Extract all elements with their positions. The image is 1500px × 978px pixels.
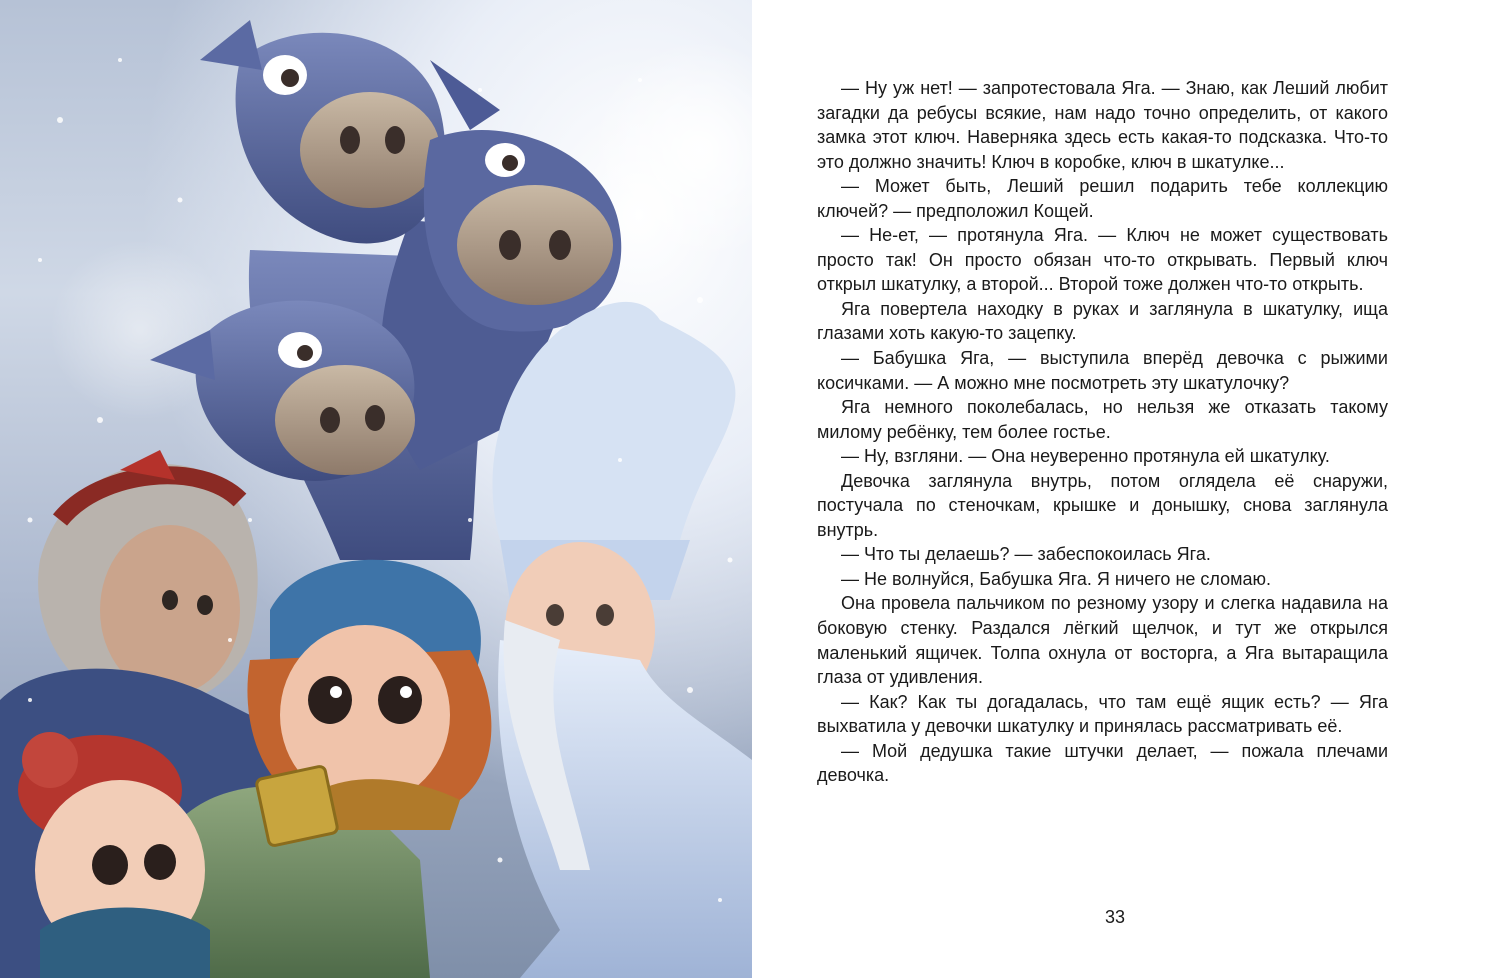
paragraph: — Ну уж нет! — запротестовала Яга. — Знаю, как Леший любит загадки да ребусы всякие, нам надо точно определить, от какого замка этот ключ. Наверняка здесь есть какая-то подсказка. Что-то это должно значить! Ключ в коробке, ключ в шкатулке... [817,78,1388,172]
snow-maiden-figure [493,302,753,978]
paragraph: — Не волнуйся, Бабушка Яга. Я ничего не сломаю. [841,568,1271,589]
text-page [752,0,1500,978]
paragraph: Яга немного поколебалась, но нельзя же отказать такому милому ребёнку, тем более гостье. [817,397,1388,442]
paragraph: — Может быть, Леший решил подарить тебе коллекцию ключей? — предположил Кощей. [817,176,1388,221]
paragraph: Она провела пальчиком по резному узору и слегка надавила на боковую стенку. Раздался лёгкий щелчок, и тут же открылся маленький ящичек. Толпа охнула от восторга, а Яга вытаращила глаза от удивления. [817,593,1388,688]
paragraph: — Бабушка Яга, — выступила вперёд девочка с рыжими косичками. — А можно мне посмотреть эту шкатулочку? [817,348,1388,393]
paragraph: Девочка заглянула внутрь, потом оглядела её снаружи, постучала по стеночкам, крышке и донышку, снова заглянула внутрь. [817,470,1388,540]
paragraph: — Не-ет, — протянула Яга. — Ключ не может существовать просто так! Он просто обязан что-то открывать. Первый ключ открыл шкатулку, а второй... Второй тоже должен что-то открыть. [817,225,1388,295]
paragraph: — Мой дедушка такие штучки делает, — пожала плечами девочка. [817,740,1388,786]
story-text [817,76,1388,788]
paragraph: — Как? Как ты догадалась, что там ещё ящик есть? — Яга выхватила у девочки шкатулку и принялась рассматривать её. [817,691,1388,737]
paragraph: Яга повертела находку в руках и заглянула в шкатулку, ища глазами хоть какую-то зацепку. [817,298,1388,344]
paragraph: — Ну, взгляни. — Она неуверенно протянула ей шкатулку. [841,446,1330,467]
paragraph: — Что ты делаешь? — забеспокоилась Яга. [841,544,1211,565]
page-number: 33 [1104,907,1126,927]
